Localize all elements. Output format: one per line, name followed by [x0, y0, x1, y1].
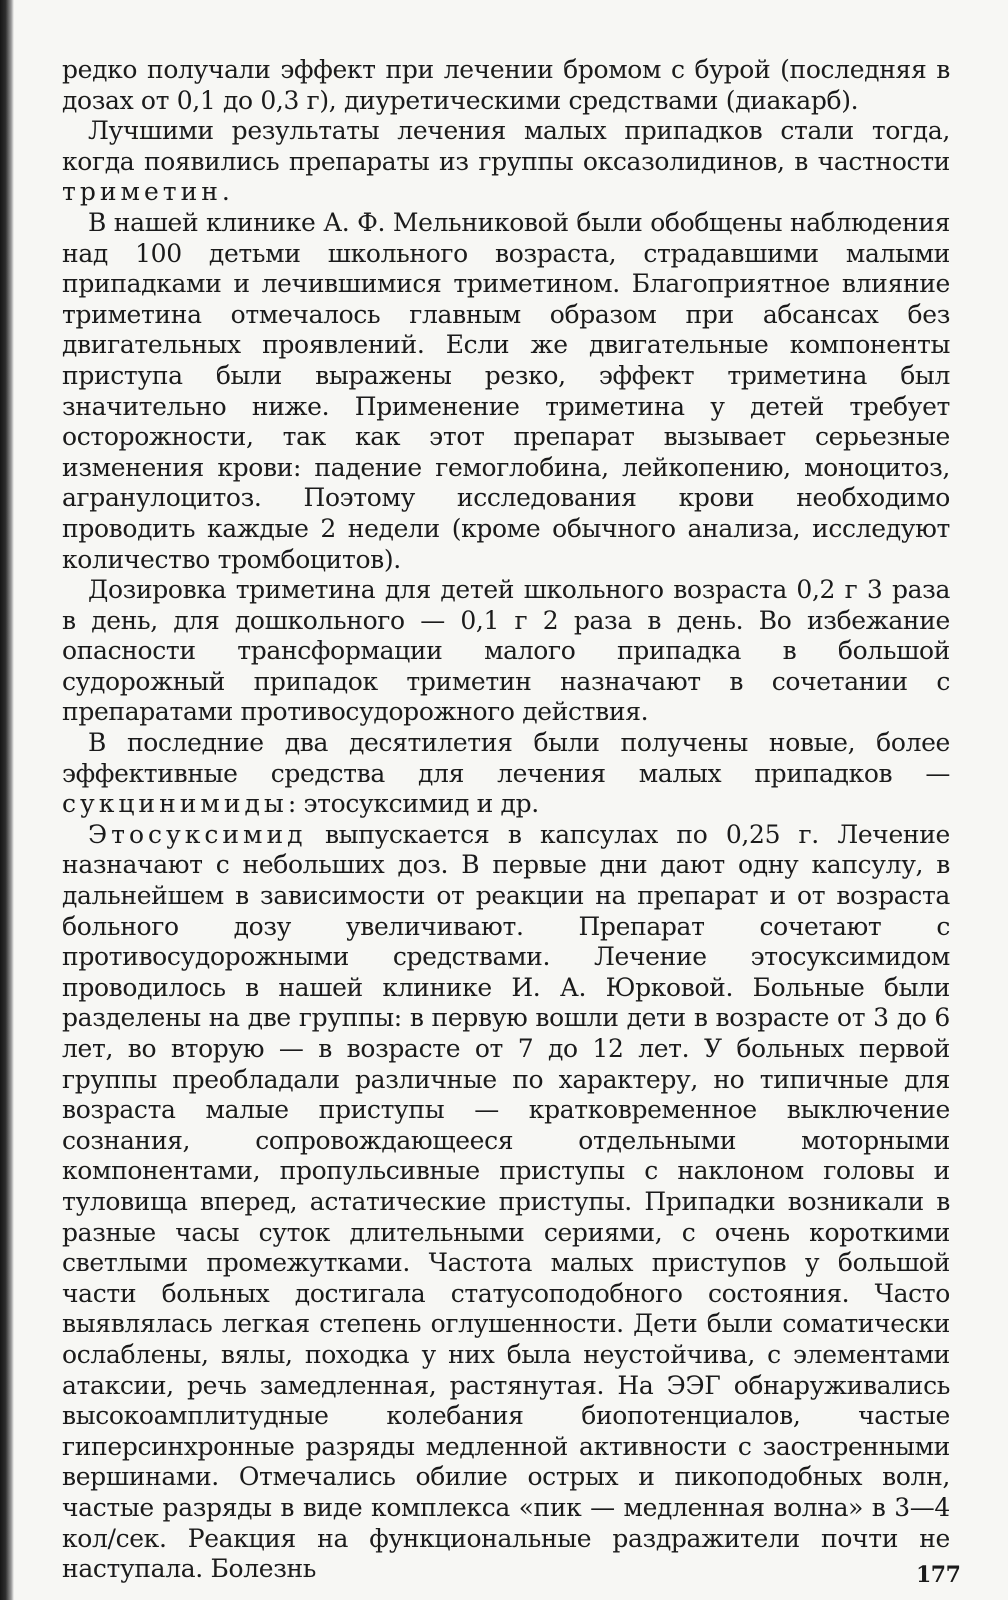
- paragraph-2-text: Лучшими результаты лечения малых припадков стали тогда, когда появились препараты из группы оксазолидинов, в частности: [62, 116, 950, 176]
- paragraph-6: [62, 820, 950, 1585]
- paragraph-3-text: В нашей клинике А. Ф. Мельниковой были обобщены наблюдения над 100 детьми школьного возраста, страдавшими малыми припадками и лечившимися триметином. Благоприятное влияние триметина отмечалось главным образом при абсансах без двигательных проявлений. Если же двигательные компоненты приступа были выражены резко, эффект триметина был значительно ниже. Применение триметина у детей требует осторожности, так как этот препарат вызывает серьезные изменения крови: падение гемоглобина, лейкопению, моноцитоз, агранулоцитоз. Поэтому исследования крови необходимо проводить каждые 2 недели (кроме обычного анализа, исследуют количество тромбоцитов).: [62, 207, 950, 574]
- paragraph-1: [62, 55, 950, 116]
- paragraph-6-spaced-term: Этосуксимид: [88, 819, 307, 849]
- paragraph-6-text: выпускается в капсулах по 0,25 г. Лечение назначают с небольших доз. В первые дни дают одну капсулу, в дальнейшем в зависимости от реакции на препарат и от возраста больного дозу увеличивают. Препарат сочетают с противосудорожными средствами. Лечение этосуксимидом проводилось в нашей клинике И. А. Юрковой. Больные были разделены на две группы: в первую вошли дети в возрасте от 3 до 6 лет, во вторую — в возрасте от 7 до 12 лет. У больных первой группы преобладали различные по характеру, но типичные для возраста малые приступы — кратковременное выключение сознания, сопровождающееся отдельными моторными компонентами, пропульсивные приступы с наклоном головы и туловища вперед, астатические приступы. Припадки возникали в разные часы суток длительными сериями, с очень короткими светлыми промежутками. Частота малых приступов у большой части больных достигала статусоподобного состояния. Часто выявлялась легкая степень оглушенности. Дети были соматически ослаблены, вялы, походка у них была неустойчива, с элементами атаксии, речь замедленная, растянутая. На ЭЭГ обнаруживались высокоамплитудные колебания биопотенциалов, частые гиперсинхронные разряды медленной активности с заостренными вершинами. Отмечались обилие острых и пикоподобных волн, частые разряды в виде комплекса «пик — медленная волна» в 3—4 кол/сек. Реакция на функциональные раздражители почти не наступала. Болезнь: [62, 819, 950, 1584]
- paragraph-3: [62, 208, 950, 575]
- paragraph-5-spaced-term: сукцинимиды: [62, 789, 288, 819]
- paragraph-5-text: В последние два десятилетия были получены новые, более эффективные средства для лечения малых припадков —: [62, 728, 950, 788]
- body-text: [62, 55, 950, 1585]
- paragraph-4: [62, 575, 950, 728]
- paragraph-5-tail: : этосуксимид и др.: [287, 789, 539, 819]
- page-number: 177: [916, 1562, 961, 1588]
- paragraph-5: [62, 728, 950, 820]
- paragraph-2-spaced-term: триметин: [62, 177, 222, 207]
- paragraph-4-text: Дозировка триметина для детей школьного возраста 0,2 г 3 раза в день, для дошкольного — 0,1 г 2 раза в день. Во избежание опасности трансформации малого припадка в большой судорожный припадок триметин назначают в сочетании с препаратами противосудорожного действия.: [62, 575, 950, 727]
- page-spine-shadow: [0, 0, 14, 1600]
- paragraph-1-text: редко получали эффект при лечении бромом с бурой (последняя в дозах от 0,1 до 0,3 г), диуретическими средствами (диакарб).: [62, 55, 950, 115]
- paragraph-2: [62, 116, 950, 208]
- paragraph-2-tail: .: [221, 177, 230, 207]
